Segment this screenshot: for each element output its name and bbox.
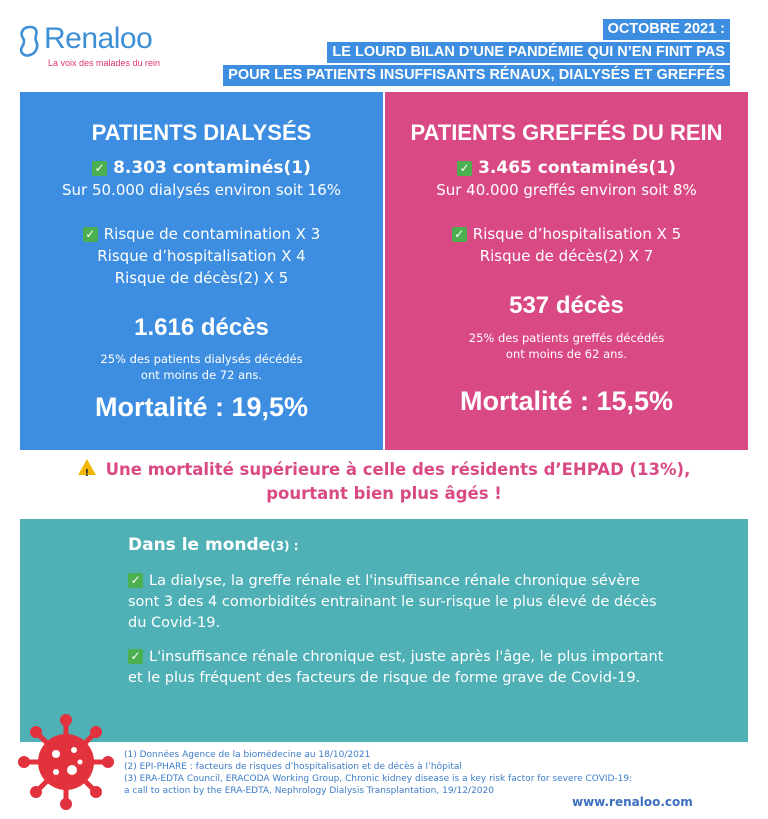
- dialysis-heading: PATIENTS DIALYSÉS: [91, 120, 312, 145]
- footnote-2: (2) EPI-PHARE : facteurs de risques d’hospitalisation et de décès à l’hôpital: [124, 762, 462, 772]
- transplant-contaminated-detail: Sur 40.000 greffés environ soit 8%: [436, 181, 697, 199]
- footnotes: [124, 749, 632, 797]
- world-title: Dans le monde(3) :: [128, 535, 299, 555]
- dialysis-age-line-1: 25% des patients dialysés décédés: [100, 352, 303, 366]
- footnote-3: (3) ERA-EDTA Council, ERACODA Working Group, Chronic kidney disease is a key risk factor for severe COVID-19:: [124, 774, 633, 784]
- check-icon: ✓: [92, 161, 107, 176]
- footnote-4: a call to action by the ERA-EDTA, Nephrology Dialysis Transplantation, 19/12/2020: [124, 786, 494, 796]
- transplant-age-line-2: ont moins de 62 ans.: [505, 347, 628, 361]
- renaloo-logo: [18, 22, 168, 72]
- title-line-2: LE LOURD BILAN D’UNE PANDÉMIE QUI N’EN FINIT PAS: [327, 42, 730, 63]
- mortality-alert: [0, 458, 768, 506]
- page-title: [223, 18, 730, 87]
- title-line-1: OCTOBRE 2021 :: [603, 19, 730, 40]
- alert-line-1: ! Une mortalité supérieure à celle des résidents d’EHPAD (13%),: [0, 458, 768, 482]
- dialysis-deaths: 1.616 décès: [134, 314, 269, 341]
- check-icon: ✓: [457, 161, 472, 176]
- dialysis-mortality: Mortalité : 19,5%: [94, 392, 309, 422]
- dialysis-risk-death: Risque de décès(2) X 5: [114, 269, 289, 287]
- transplant-contaminated: ✓ 3.465 contaminés(1): [385, 158, 748, 179]
- transplant-panel: [385, 92, 748, 450]
- dialysis-panel: [20, 92, 383, 450]
- check-icon: ✓: [452, 227, 467, 242]
- footnote-1: (1) Données Agence de la biomédecine au 18/10/2021: [124, 750, 371, 760]
- title-line-3: POUR LES PATIENTS INSUFFISANTS RÉNAUX, DIALYSÉS ET GREFFÉS: [223, 65, 730, 86]
- transplant-risk-hospitalisation: ✓ Risque d’hospitalisation X 5: [385, 224, 748, 245]
- world-point-2: ✓ L'insuffisance rénale chronique est, juste après l'âge, le plus important et le plus fréquent des facteurs de risque de forme grave de Covid-19.: [128, 649, 664, 686]
- transplant-deaths: 537 décès: [509, 292, 624, 319]
- dialysis-risk-hospitalisation: Risque d’hospitalisation X 4: [97, 247, 306, 265]
- website-link[interactable]: www.renaloo.com: [572, 795, 693, 809]
- dialysis-risk-contamination: ✓ Risque de contamination X 3: [20, 224, 383, 245]
- transplant-mortality: Mortalité : 15,5%: [459, 386, 674, 416]
- virus-icon: [16, 712, 116, 812]
- check-icon: ✓: [83, 227, 98, 242]
- check-icon: ✓: [128, 649, 143, 664]
- dialysis-age-line-2: ont moins de 72 ans.: [140, 368, 263, 382]
- check-icon: ✓: [128, 573, 143, 588]
- brand-tagline: La voix des malades du rein: [48, 58, 161, 68]
- transplant-risk-death: Risque de décès(2) X 7: [479, 247, 654, 265]
- transplant-age-line-1: 25% des patients greffés décédés: [468, 331, 665, 345]
- warning-icon: !: [78, 459, 96, 475]
- brand-name: Renaloo: [44, 22, 153, 55]
- world-point-1: ✓ La dialyse, la greffe rénale et l'insuffisance rénale chronique sévère sont 3 des 4 comorbidités entrainant le sur-risque le plus élevé de décès du Covid-19.: [128, 573, 657, 631]
- dialysis-contaminated-detail: Sur 50.000 dialysés environ soit 16%: [62, 181, 341, 199]
- transplant-heading: PATIENTS GREFFÉS DU REIN: [410, 120, 723, 145]
- kidney-logo-icon: [18, 24, 42, 58]
- dialysis-contaminated: ✓ 8.303 contaminés(1): [20, 158, 383, 179]
- alert-line-2: pourtant bien plus âgés !: [266, 484, 502, 503]
- world-panel: [20, 519, 748, 742]
